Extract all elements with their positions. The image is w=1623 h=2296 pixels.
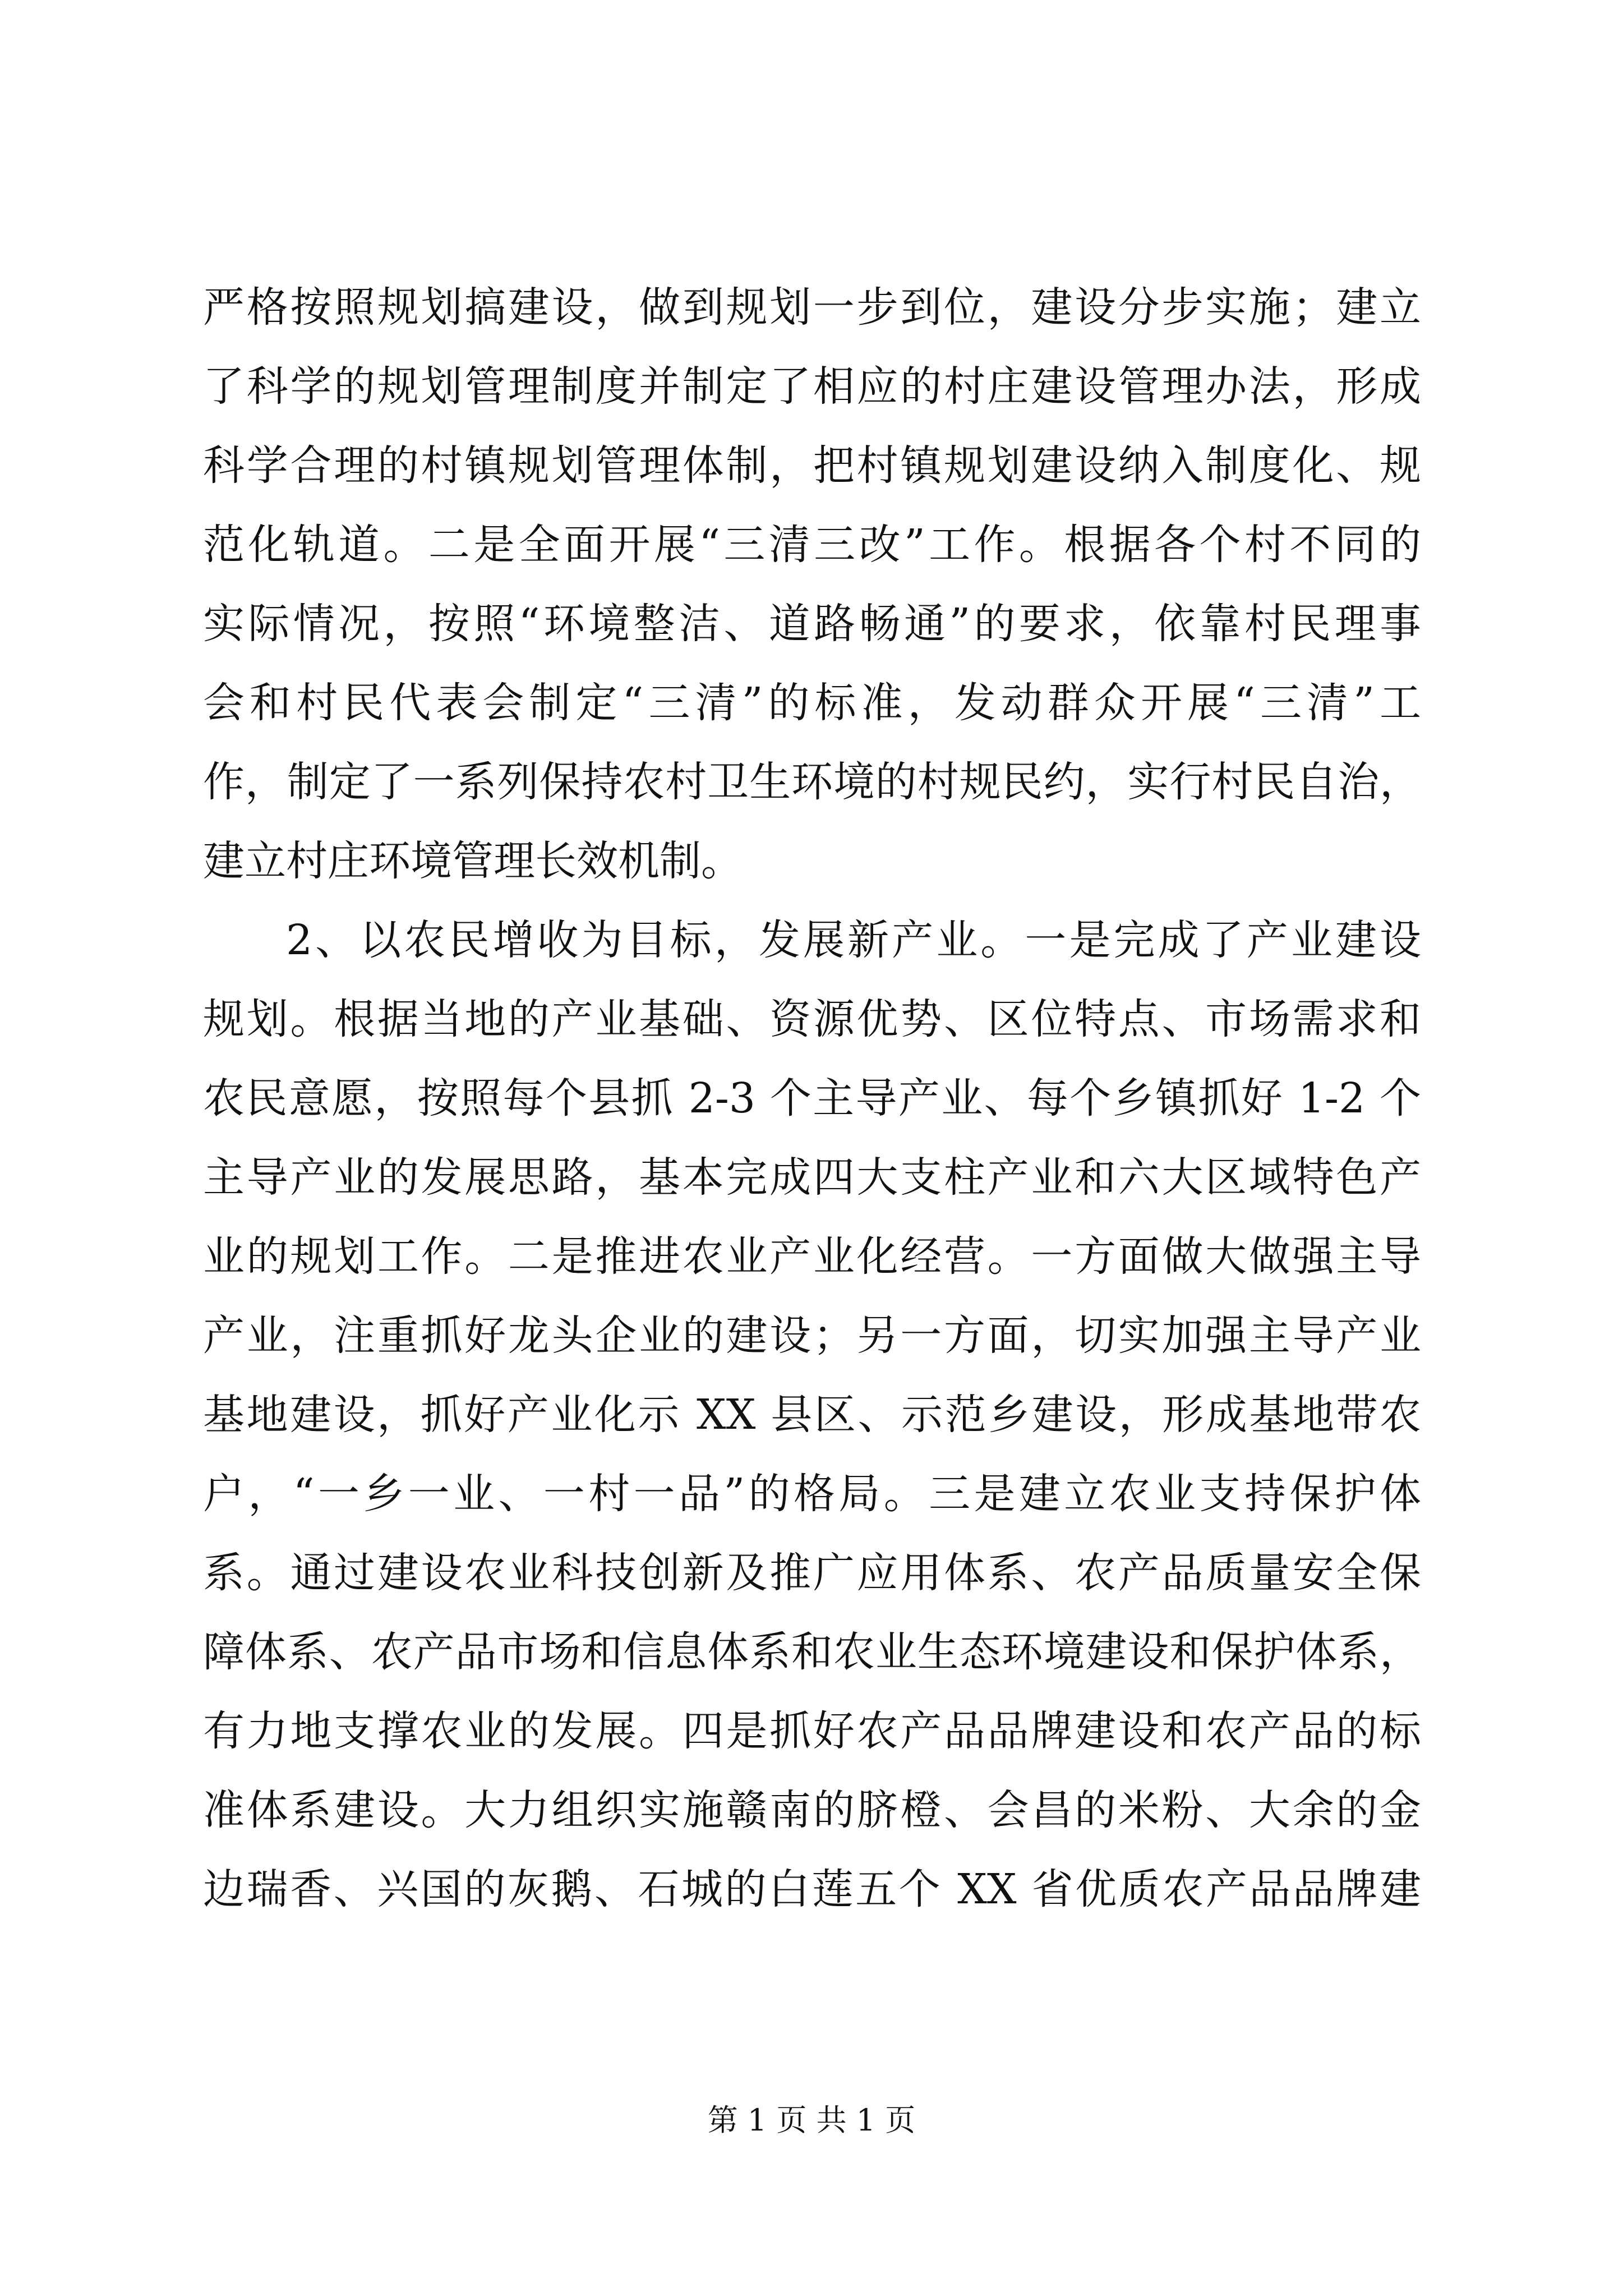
paragraph-2 <box>203 901 1421 1929</box>
text-line: 会和村民代表会制定“三清”的标准，发动群众开展“三清”工 <box>203 679 1421 727</box>
text-line: 系。通过建设农业科技创新及推广应用体系、农产品质量安全保 <box>203 1549 1421 1597</box>
text-line: 建立村庄环境管理长效机制。 <box>203 837 743 885</box>
text-line: 范化轨道。二是全面开展“三清三改”工作。根据各个村不同的 <box>203 521 1421 569</box>
text-line: 有力地支撑农业的发展。四是抓好农产品品牌建设和农产品的标 <box>203 1707 1421 1755</box>
page-number-footer: 第 1 页 共 1 页 <box>707 2102 916 2138</box>
text-line: 业的规划工作。二是推进农业产业化经营。一方面做大做强主导 <box>203 1232 1421 1281</box>
text-line: 了科学的规划管理制度并制定了相应的村庄建设管理办法，形成 <box>203 362 1421 411</box>
text-line: 主导产业的发展思路，基本完成四大支柱产业和六大区域特色产 <box>203 1153 1421 1202</box>
text-line: 规划。根据当地的产业基础、资源优势、区位特点、市场需求和 <box>203 995 1421 1043</box>
text-line: 边瑞香、兴国的灰鹅、石城的白莲五个 XX 省优质农产品品牌建 <box>203 1865 1421 1913</box>
text-line: 科学合理的村镇规划管理体制，把村镇规划建设纳入制度化、规 <box>203 441 1421 490</box>
paragraph-1 <box>203 268 1421 901</box>
body-text <box>203 268 1421 1929</box>
text-line: 2、以农民增收为目标，发展新产业。一是完成了产业建设 <box>286 916 1421 964</box>
text-line: 障体系、农产品市场和信息体系和农业生态环境建设和保护体系， <box>203 1628 1421 1676</box>
text-line: 严格按照规划搞建设，做到规划一步到位，建设分步实施；建立 <box>203 283 1421 332</box>
text-line: 产业，注重抓好龙头企业的建设；另一方面，切实加强主导产业 <box>203 1312 1421 1360</box>
text-line: 实际情况，按照“环境整洁、道路畅通”的要求，依靠村民理事 <box>203 600 1421 648</box>
text-line: 作，制定了一系列保持农村卫生环境的村规民约，实行村民自治， <box>203 758 1421 806</box>
text-line: 准体系建设。大力组织实施赣南的脐橙、会昌的米粉、大余的金 <box>203 1786 1421 1834</box>
text-line: 基地建设，抓好产业化示 XX 县区、示范乡建设，形成基地带农 <box>203 1391 1421 1439</box>
text-line: 农民意愿，按照每个县抓 2-3 个主导产业、每个乡镇抓好 1-2 个 <box>203 1074 1421 1122</box>
text-line: 户，“一乡一业、一村一品”的格局。三是建立农业支持保护体 <box>203 1470 1421 1518</box>
